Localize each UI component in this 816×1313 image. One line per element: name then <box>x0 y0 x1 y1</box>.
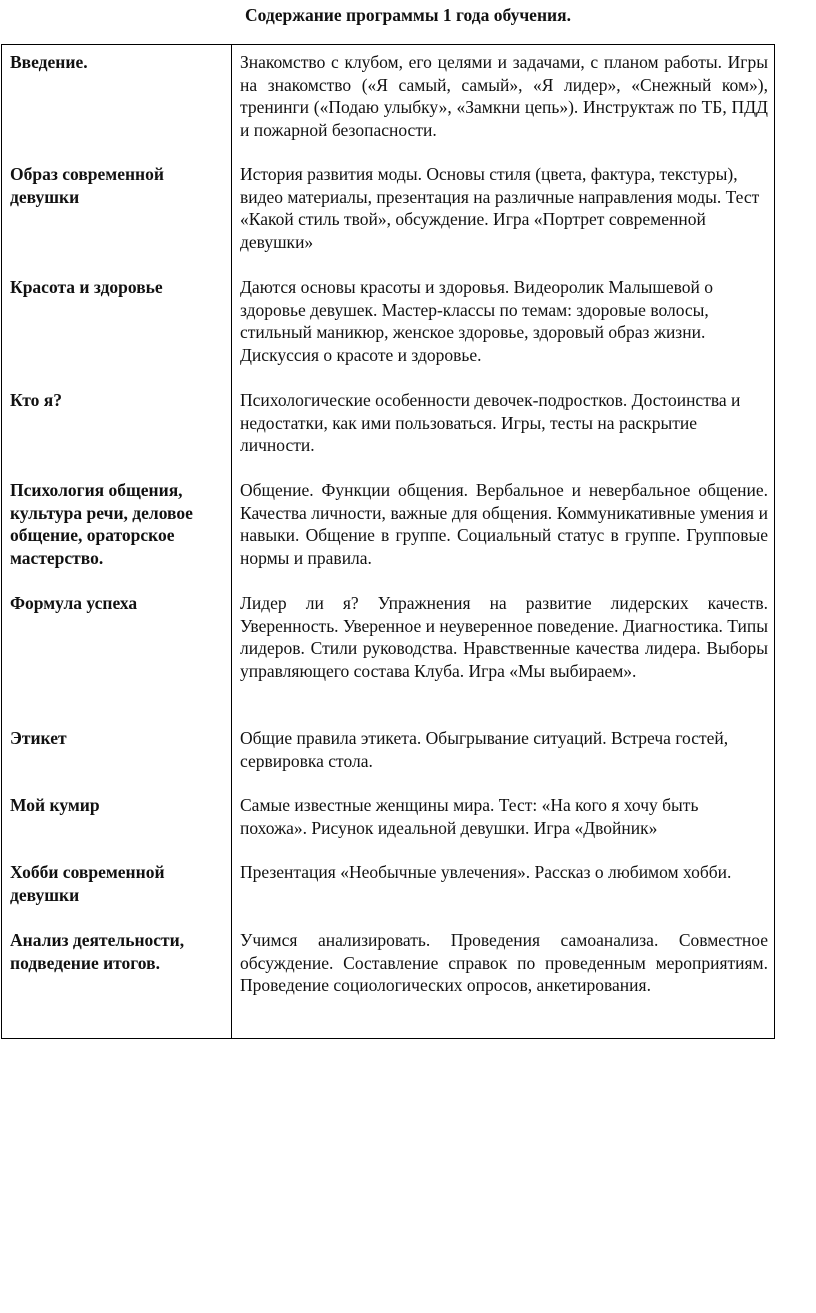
topic-cell: Формула успеха <box>10 593 138 613</box>
description-cell: Даются основы красоты и здоровья. Видеоролик Малышевой о здоровье девушек. Мастер-классы по темам: здоровые волосы, стильный маникюр, женское здоровье, здоровый образ жизни. Дискуссия о красоте и здоровье. <box>240 277 713 365</box>
description-cell: Самые известные женщины мира. Тест: «На кого я хочу быть похожа». Рисунок идеальной девушки. Игра «Двойник» <box>240 795 699 838</box>
description-cell: Лидер ли я? Упражнения на развитие лидерских качеств. Уверенность. Уверенное и неуверенное поведение. Диагностика. Типы лидеров. Стили руководства. Нравственные качества лидера. Выборы управляющего состава Клуба. Игра «Мы выбираем». <box>240 593 768 681</box>
topic-cell: Анализ деятельности, подведение итогов. <box>10 930 185 973</box>
topic-cell: Психология общения, культура речи, деловое общение, ораторское мастерство. <box>10 480 193 568</box>
column-divider <box>231 45 232 1038</box>
topic-cell: Этикет <box>10 728 67 748</box>
topic-cell: Введение. <box>10 52 88 72</box>
description-cell: Презентация «Необычные увлечения». Рассказ о любимом хобби. <box>240 862 732 882</box>
topic-cell: Кто я? <box>10 390 62 410</box>
topic-cell: Образ современной девушки <box>10 164 164 207</box>
description-cell: История развития моды. Основы стиля (цвета, фактура, текстуры), видео материалы, презентация на различные направления моды. Тест «Какой стиль твой», обсуждение. Игра «Портрет современной девушки» <box>240 164 760 252</box>
description-cell: Общие правила этикета. Обыгрывание ситуаций. Встреча гостей, сервировка стола. <box>240 728 729 771</box>
topic-cell: Красота и здоровье <box>10 277 163 297</box>
program-content-table <box>1 44 775 1039</box>
topic-cell: Хобби современной девушки <box>10 862 165 905</box>
topic-cell: Мой кумир <box>10 795 100 815</box>
description-cell: Психологические особенности девочек-подростков. Достоинства и недостатки, как ими пользоваться. Игры, тесты на раскрытие личности. <box>240 390 741 456</box>
description-cell: Учимся анализировать. Проведения самоанализа. Совместное обсуждение. Составление справок по проведенным мероприятиям. Проведение социологических опросов, анкетирования. <box>240 930 768 996</box>
description-cell: Знакомство с клубом, его целями и задачами, с планом работы. Игры на знакомство («Я самый, самый», «Я лидер», «Снежный ком»), тренинги («Подаю улыбку», «Замкни цепь»). Инструктаж по ТБ, ПДД и пожарной безопасности. <box>240 52 768 140</box>
description-cell: Общение. Функции общения. Вербальное и невербальное общение. Качества личности, важные для общения. Коммуникативные умения и навыки. Общение в группе. Социальный статус в группе. Групповые нормы и правила. <box>240 480 768 568</box>
document-title: Содержание программы 1 года обучения. <box>245 5 571 25</box>
